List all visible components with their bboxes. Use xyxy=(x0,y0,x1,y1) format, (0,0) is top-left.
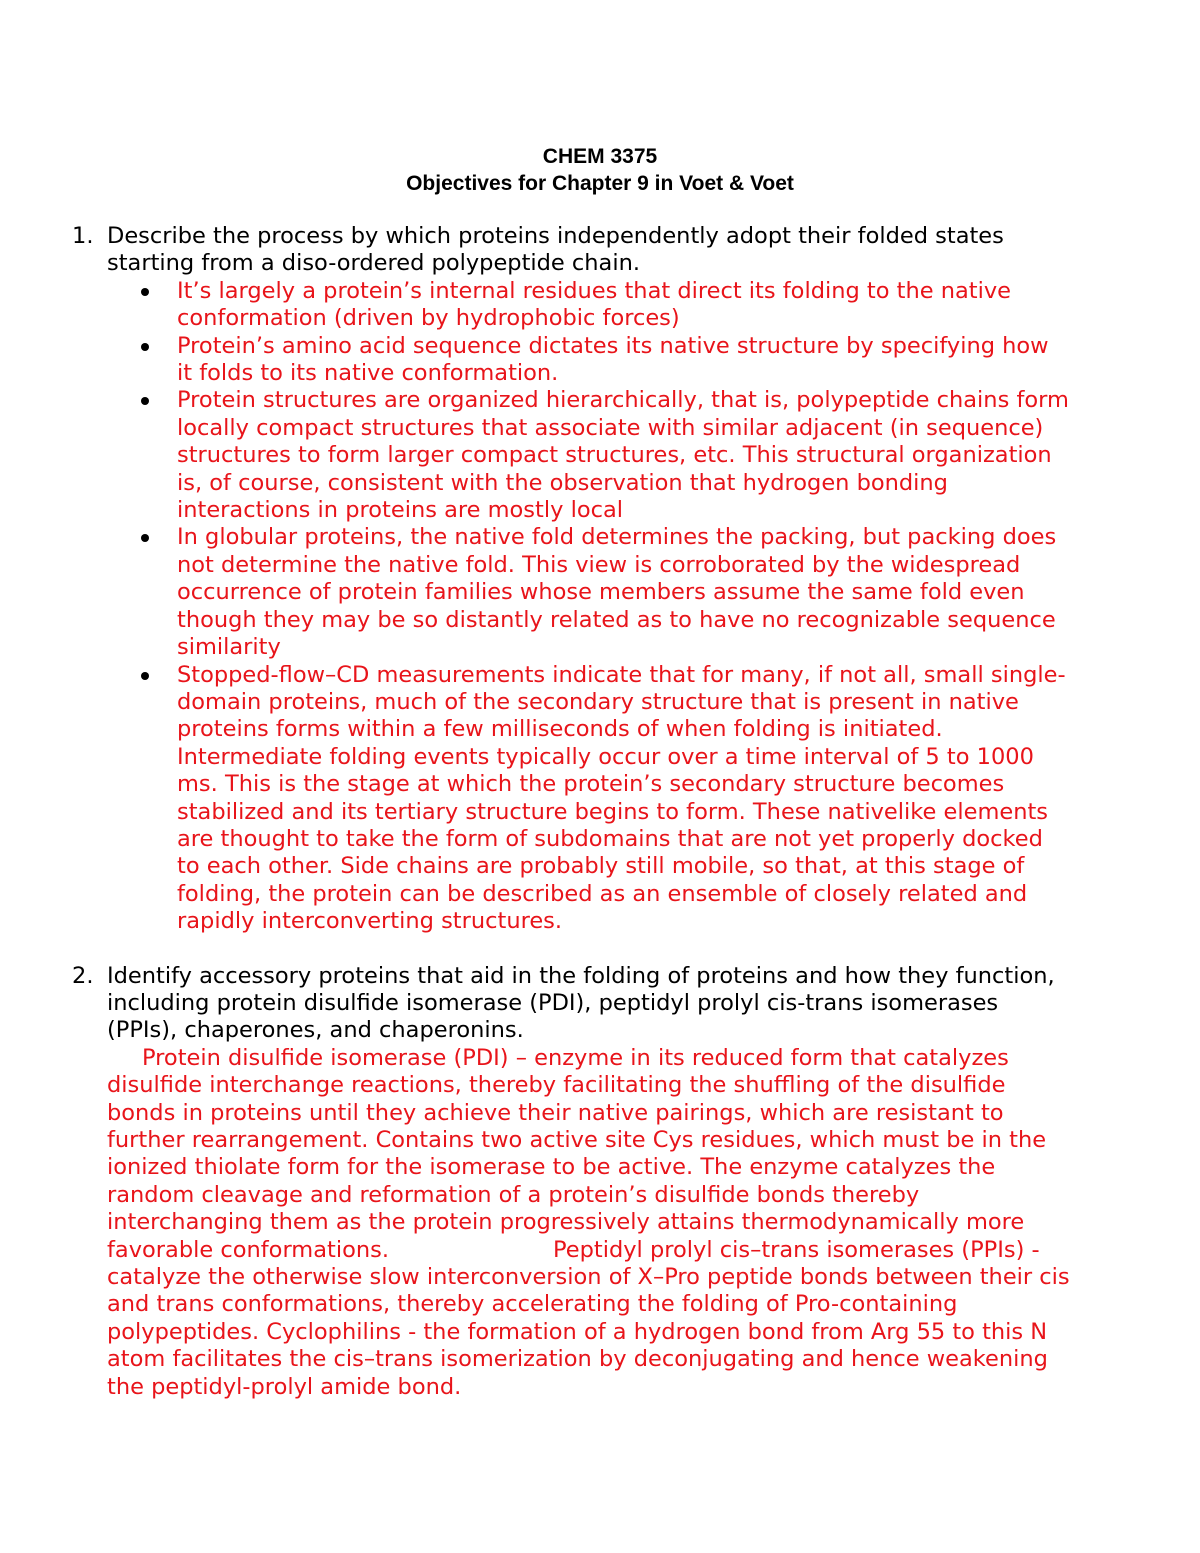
bullet-dot-icon xyxy=(141,397,149,405)
answer-bullet xyxy=(107,278,1070,333)
ppi-answer-text: Peptidyl prolyl cis–trans isomerases (PPIs) - catalyze the otherwise slow interconversion of X–Pro peptide bonds between their cis and trans conformations, thereby accelerating the folding of Pro-containing polypeptides. Cyclophilins - the formation of a hydrogen bond from Arg 55 to this N atom facilitates the cis–trans isomerization by deconjugating and hence weakening the peptidyl-prolyl amide bond. xyxy=(107,1236,1070,1400)
answer-text: It’s largely a protein’s internal residues that direct its folding to the native conformation (driven by hydrophobic forces) xyxy=(177,277,1012,332)
objective-text: Describe the process by which proteins independently adopt their folded states starting from a diso-ordered polypeptide chain. xyxy=(107,223,1004,277)
answer-bullet xyxy=(107,387,1070,524)
objective-text: Identify accessory proteins that aid in the folding of proteins and how they function, including protein disulfide isomerase (PDI), peptidyl prolyl cis-trans isomerases (PPIs), chaperones, and chaperonins. xyxy=(107,962,1055,1044)
bullet-dot-icon xyxy=(141,343,149,351)
document-title-block xyxy=(130,143,1070,197)
answer-text: In globular proteins, the native fold determines the packing, but packing does not determine the native fold. This view is corroborated by the widespread occurrence of protein families whose members assume the same fold even though they may be so distantly related as to have no recognizable sequence similarity xyxy=(177,524,1057,661)
answer-bullet xyxy=(107,333,1070,388)
answer-text: Stopped-flow–CD measurements indicate that for many, if not all, small single-domain proteins, much of the secondary structure that is present in native proteins forms within a few milliseconds of when folding is initiated. Intermediate folding events typically occur over a time interval of 5 to 1000 ms. This is the stage at which the protein’s secondary structure becomes stabilized and its tertiary structure begins to form. These nativelike elements are thought to take the form of subdomains that are not yet properly docked to each other. Side chains are probably still mobile, so that, at this stage of folding, the protein can be described as an ensemble of closely related and rapidly interconverting structures. xyxy=(177,661,1066,935)
answer-text: Protein structures are organized hierarchically, that is, polypeptide chains form locally compact structures that associate with similar adjacent (in sequence) structures to form larger compact structures, etc. This structural organization is, of course, consistent with the observation that hydrogen bonding interactions in proteins are mostly local xyxy=(177,387,1069,524)
answer-bullet xyxy=(107,662,1070,936)
objective-number: 1. xyxy=(72,223,94,249)
document-subtitle: Objectives for Chapter 9 in Voet & Voet xyxy=(406,172,794,195)
objective-item-2 xyxy=(72,963,1070,1402)
objective-item-1 xyxy=(72,223,1070,936)
answer-bullet-list xyxy=(107,278,1070,936)
objectives-list xyxy=(72,223,1070,1401)
answer-bullet xyxy=(107,524,1070,661)
bullet-dot-icon xyxy=(141,288,149,296)
course-code: CHEM 3375 xyxy=(542,145,658,168)
objective-number: 2. xyxy=(72,962,94,989)
bullet-dot-icon xyxy=(141,534,149,542)
pdi-answer-text: Protein disulfide isomerase (PDI) – enzyme in its reduced form that catalyzes disulfide interchange reactions, thereby facilitating the shuffling of the disulfide bonds in proteins until they achieve their native pairings, which are resistant to further rearrangement. Contains two active site Cys residues, which must be in the ionized thiolate form for the isomerase to be active. The enzyme catalyzes the random cleavage and reformation of a protein’s disulfide bonds thereby interchanging them as the protein progressively attains thermodynamically more favorable conformations. xyxy=(107,1044,1047,1263)
answer-text: Protein’s amino acid sequence dictates its native structure by specifying how it folds to its native conformation. xyxy=(177,332,1049,387)
bullet-dot-icon xyxy=(141,672,149,680)
answer-paragraph xyxy=(107,1045,1070,1401)
